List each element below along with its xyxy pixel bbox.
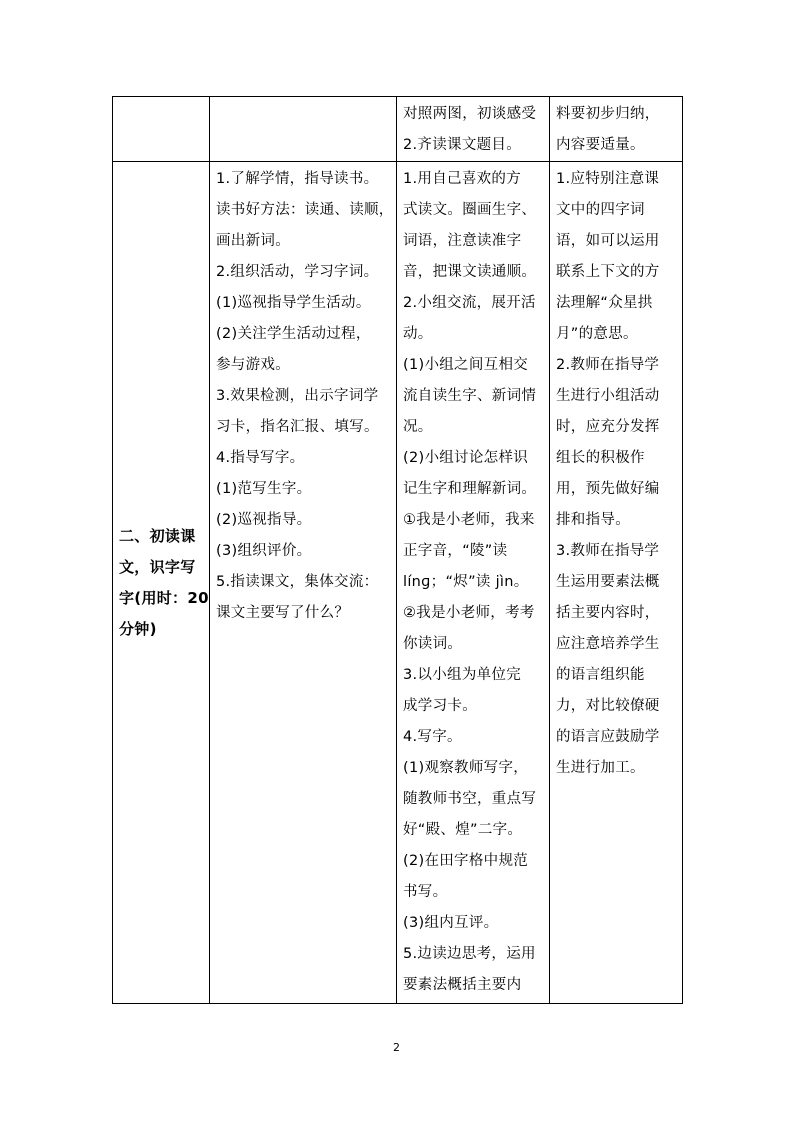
design-note-line: 料要初步归纳，: [556, 106, 660, 122]
design-note-line: 的语言组织能: [556, 667, 645, 683]
student-activity-line: 流自读生字、新词情: [403, 388, 537, 404]
design-notes-cell: [550, 97, 683, 162]
student-activity-line: 好“殿、煌”二字。: [403, 822, 523, 838]
design-note-line: 应注意培养学生: [556, 636, 660, 652]
teacher-activity-line: 4.指导写字。: [216, 450, 305, 466]
student-activity-line: 4.写字。: [403, 729, 462, 745]
stage-title-line: 字(用时：20: [119, 588, 209, 607]
teacher-activity-line: 5.指读课文，集体交流：: [216, 574, 379, 590]
teacher-activity-line: 1.了解学情，指导读书。: [216, 171, 379, 187]
student-activity-line: 3.以小组为单位完: [403, 667, 522, 683]
student-activity-line: 成学习卡。: [403, 698, 477, 714]
teacher-activity-line: (3)组织评价。: [216, 543, 312, 559]
stage-title-line: 二、初读课: [119, 526, 196, 545]
design-note-line: 力，对比较僚硬: [556, 698, 660, 714]
student-activity-line: 要素法概括主要内: [403, 977, 522, 993]
student-activity-line: 记生字和理解新词。: [403, 481, 537, 497]
design-note-line: 组长的积极作: [556, 450, 645, 466]
student-activity-line: (2)在田字格中规范: [403, 853, 529, 869]
design-note-line: 月”的意思。: [556, 326, 638, 342]
stage-cell-empty: [113, 97, 210, 162]
student-activity-line: 音，把课文读通顺。: [403, 264, 537, 280]
student-activity-line: 你读词。: [403, 636, 463, 652]
design-note-line: 用，预先做好编: [556, 481, 660, 497]
student-activity-line: ②我是小老师，考考: [403, 605, 535, 621]
design-note-line: 法理解“众星拱: [556, 295, 653, 311]
teacher-activity-line: 课文主要写了什么？: [216, 605, 350, 621]
student-activity-line: 对照两图，初谈感受: [403, 106, 537, 122]
design-note-line: 排和指导。: [556, 512, 630, 528]
student-activity-cell: [397, 97, 550, 162]
design-note-line: 1.应特别注意课: [556, 171, 660, 187]
student-activity-line: (3)组内互评。: [403, 915, 499, 931]
table-row: [113, 97, 683, 162]
student-activity-line: (1)小组之间互相交: [403, 357, 529, 373]
student-activity-line: 5.边读边思考，运用: [403, 946, 536, 962]
student-activity-line: línɡ；“烬”读 jìn。: [403, 574, 529, 590]
stage-title-line: 分钟): [119, 619, 157, 638]
design-note-line: 内容要适量。: [556, 137, 645, 153]
design-note-line: 生运用要素法概: [556, 574, 660, 590]
design-note-line: 括主要内容时，: [556, 605, 660, 621]
student-activity-cell: [397, 162, 550, 1004]
teacher-activity-line: 画出新词。: [216, 233, 290, 249]
design-note-line: 联系上下文的方: [556, 264, 660, 280]
stage-title-cell: [113, 162, 210, 1004]
teacher-activity-line: 习卡，指名汇报、填写。: [216, 419, 379, 435]
design-note-line: 2.教师在指导学: [556, 357, 660, 373]
student-activity-line: 正字音，“陵”读: [403, 543, 508, 559]
student-activity-line: 随教师书空，重点写: [403, 791, 537, 807]
design-note-line: 的语言应鼓励学: [556, 729, 660, 745]
teacher-cell-empty: [210, 97, 397, 162]
student-activity-line: 况。: [403, 419, 433, 435]
teacher-activity-line: (2)关注学生活动过程，: [216, 326, 371, 342]
design-note-line: 时，应充分发挥: [556, 419, 660, 435]
student-activity-line: 2.小组交流，展开活: [403, 295, 536, 311]
lesson-plan-table: [112, 96, 683, 1004]
design-note-line: 文中的四字词: [556, 202, 645, 218]
design-note-line: 生进行小组活动: [556, 388, 660, 404]
teacher-activity-line: 参与游戏。: [216, 357, 290, 373]
student-activity-line: (1)观察教师写字，: [403, 760, 529, 776]
stage-title: [113, 521, 209, 645]
stage-title-line: 文，识字写: [119, 557, 196, 576]
teacher-activity-line: 3.效果检测，出示字词学: [216, 388, 379, 404]
page-number: 2: [393, 1041, 400, 1054]
teacher-activity-line: (2)巡视指导。: [216, 512, 312, 528]
student-activity-line: 动。: [403, 326, 433, 342]
design-note-line: 语，如可以运用: [556, 233, 660, 249]
student-activity-line: 1.用自己喜欢的方: [403, 171, 522, 187]
student-activity-line: ①我是小老师，我来: [403, 512, 535, 528]
teacher-activity-line: (1)巡视指导学生活动。: [216, 295, 371, 311]
student-activity-line: 词语，注意读准字: [403, 233, 522, 249]
student-activity-line: 式读文。圈画生字、: [403, 202, 537, 218]
table-row: [113, 162, 683, 1004]
student-activity-line: 2.齐读课文题目。: [403, 137, 522, 153]
design-note-line: 3.教师在指导学: [556, 543, 660, 559]
design-note-line: 生进行加工。: [556, 760, 645, 776]
teacher-activity-cell: [210, 162, 397, 1004]
student-activity-line: (2)小组讨论怎样识: [403, 450, 529, 466]
design-notes-cell: [550, 162, 683, 1004]
teacher-activity-line: (1)范写生字。: [216, 481, 312, 497]
teacher-activity-line: 读书好方法：读通、读顺，: [216, 202, 394, 218]
teacher-activity-line: 2.组织活动，学习字词。: [216, 264, 379, 280]
student-activity-line: 书写。: [403, 884, 448, 900]
